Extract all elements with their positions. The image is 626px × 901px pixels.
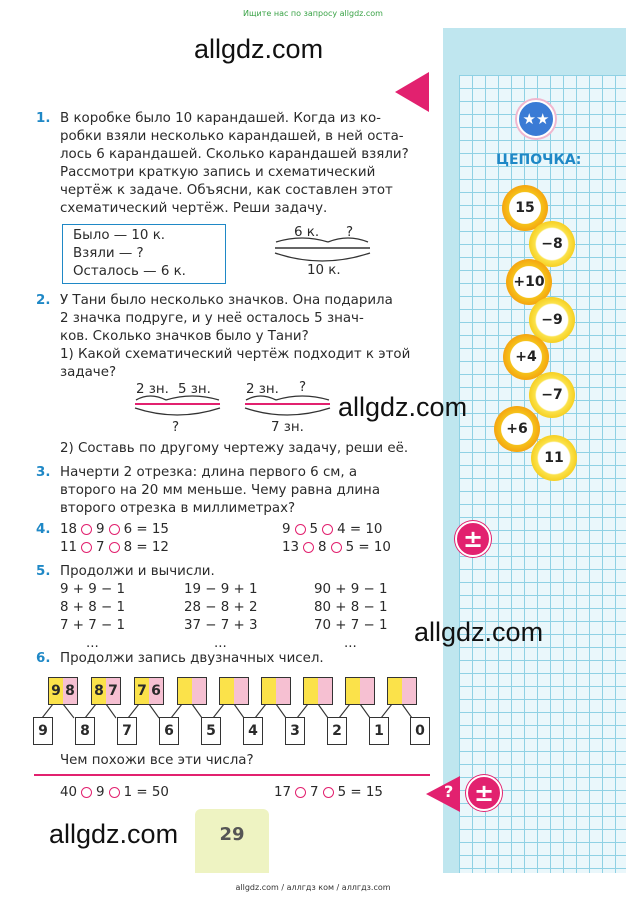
blank-circle[interactable] (303, 542, 314, 553)
blank-circle[interactable] (81, 524, 92, 535)
divider-line (34, 774, 430, 776)
question-mark: ? (444, 782, 454, 801)
text-line: второго на 20 мм меньше. Чему равна длина (60, 483, 381, 498)
blank-circle[interactable] (295, 787, 306, 798)
two-digit-box[interactable] (303, 677, 333, 705)
blank-circle[interactable] (109, 787, 120, 798)
equation: 11 7 8 = 12 (60, 540, 169, 555)
expression: 80 + 8 − 1 (314, 600, 388, 615)
task2-text (60, 292, 430, 382)
watermark: allgdz.com (414, 617, 544, 647)
top-note: Ищите нас по запросу allgdz.com (243, 9, 383, 18)
task6-title: Продолжи запись двузначных чисел. (60, 651, 324, 666)
blank-circle[interactable] (331, 542, 342, 553)
plus-minus-icon: ± (466, 775, 502, 811)
equation: 40 9 1 = 50 (60, 785, 169, 800)
two-digit-box[interactable] (345, 677, 375, 705)
diagram-label: 2 зн. (246, 382, 279, 397)
blank-circle[interactable] (81, 542, 92, 553)
expression-column (60, 581, 125, 653)
text-line: чертёж к задаче. Объясни, как составлен этот (60, 183, 393, 198)
blank-circle[interactable] (109, 524, 120, 535)
text-line: У Тани было несколько значков. Она подарила (60, 293, 393, 308)
expression: 28 − 8 + 2 (184, 600, 258, 615)
blank-circle[interactable] (109, 542, 120, 553)
blank-circle[interactable] (322, 524, 333, 535)
digit-box: 6 (159, 717, 179, 745)
watermark: allgdz.com (49, 819, 179, 849)
digit-box: 0 (410, 717, 430, 745)
chain-coin: −9 (529, 297, 575, 343)
blank-circle[interactable] (295, 524, 306, 535)
expression: 8 + 8 − 1 (60, 600, 126, 615)
expression: 37 − 7 + 3 (184, 618, 258, 633)
expression: ... (344, 636, 357, 651)
chain-coin: +10 (506, 259, 552, 305)
digit-box: 4 (243, 717, 263, 745)
text-line: Рассмотри краткую запись и схематический (60, 165, 376, 180)
text-line: ков. Сколько значков было у Тани? (60, 329, 309, 344)
task-number: 4. (36, 522, 51, 537)
digit-box: 2 (327, 717, 347, 745)
text-line: 2 значка подруге, и у неё осталось 5 знач- (60, 311, 364, 326)
watermark: allgdz.com (194, 34, 324, 64)
expression: 90 + 9 − 1 (314, 582, 388, 597)
task-number: 2. (36, 293, 51, 308)
chain-coin: +6 (494, 406, 540, 452)
record-line: Осталось — 6 к. (73, 264, 186, 279)
text-line: В коробке было 10 карандашей. Когда из ко- (60, 111, 381, 126)
stars-icon: ★★ (517, 100, 555, 138)
plus-minus-icon: ± (455, 521, 491, 557)
two-digit-box[interactable] (387, 677, 417, 705)
task-number: 6. (36, 651, 51, 666)
diagram-label: ? (346, 225, 354, 240)
expression: 7 + 7 − 1 (60, 618, 126, 633)
expression: 9 + 9 − 1 (60, 582, 126, 597)
expression: ... (86, 636, 99, 651)
digit-box: 3 (285, 717, 305, 745)
diagram-label: 2 зн. (136, 382, 169, 397)
task6-question: Чем похожи все эти числа? (60, 753, 254, 768)
expression: ... (214, 636, 227, 651)
two-digit-box[interactable]: 8 7 (91, 677, 121, 705)
equation: 17 7 5 = 15 (274, 785, 383, 800)
task-number: 1. (36, 111, 51, 126)
record-line: Было — 10 к. (73, 228, 166, 243)
task2-part2: 2) Составь по другому чертежу задачу, реши её. (60, 441, 409, 456)
task3-text (60, 464, 430, 518)
blank-circle[interactable] (81, 787, 92, 798)
equation: 18 9 6 = 15 (60, 522, 169, 537)
diagram-label: ? (299, 380, 307, 395)
expression: 19 − 9 + 1 (184, 582, 258, 597)
expression-column (184, 581, 258, 653)
equation: 13 8 5 = 10 (282, 540, 391, 555)
digit-box: 9 (33, 717, 53, 745)
chain-coin: 15 (502, 185, 548, 231)
diagram-label: 10 к. (307, 263, 341, 278)
pink-triangle-marker (395, 72, 429, 112)
two-digit-box[interactable]: 7 6 (134, 677, 164, 705)
chain-coin: 11 (531, 435, 577, 481)
footer-text: allgdz.com / аллгдз ком / аллгдз.com (235, 883, 391, 892)
diagram-label: ? (172, 420, 180, 435)
diagram-label: 6 к. (294, 225, 320, 240)
page-number: 29 (219, 824, 245, 845)
two-digit-box[interactable] (219, 677, 249, 705)
text-line: робки взяли несколько карандашей, в ней оста- (60, 129, 404, 144)
task-number: 5. (36, 564, 51, 579)
digit-box: 8 (75, 717, 95, 745)
blank-circle[interactable] (323, 787, 334, 798)
digit-box: 7 (117, 717, 137, 745)
expression-column (314, 581, 388, 653)
record-line: Взяли — ? (73, 246, 144, 261)
text-line: Начерти 2 отрезка: длина первого 6 см, а (60, 465, 358, 480)
two-digit-box[interactable] (177, 677, 207, 705)
question-arrow (426, 776, 460, 812)
expression: 70 + 7 − 1 (314, 618, 388, 633)
chain-title: ЦЕПОЧКА: (496, 152, 582, 168)
task-number: 3. (36, 465, 51, 480)
two-digit-box[interactable] (261, 677, 291, 705)
two-digit-box[interactable]: 9 8 (48, 677, 78, 705)
chain-coin: −7 (529, 372, 575, 418)
text-line: 1) Какой схематический чертёж подходит к этой (60, 347, 411, 362)
text-line: второго отрезка в миллиметрах? (60, 501, 296, 516)
watermark: allgdz.com (338, 392, 468, 422)
text-line: задаче? (60, 365, 117, 380)
text-line: лось 6 карандашей. Сколько карандашей взяли? (60, 147, 409, 162)
equation: 9 5 4 = 10 (282, 522, 383, 537)
diagram-label: 5 зн. (178, 382, 211, 397)
task1-text (60, 110, 430, 218)
task5-title: Продолжи и вычисли. (60, 564, 215, 579)
chain-coin: −8 (529, 221, 575, 267)
chain-coin: +4 (503, 334, 549, 380)
text-line: схематический чертёж. Реши задачу. (60, 201, 328, 216)
digit-box: 1 (369, 717, 389, 745)
short-record-box (62, 224, 226, 284)
digit-box: 5 (201, 717, 221, 745)
diagram-label: 7 зн. (271, 420, 304, 435)
